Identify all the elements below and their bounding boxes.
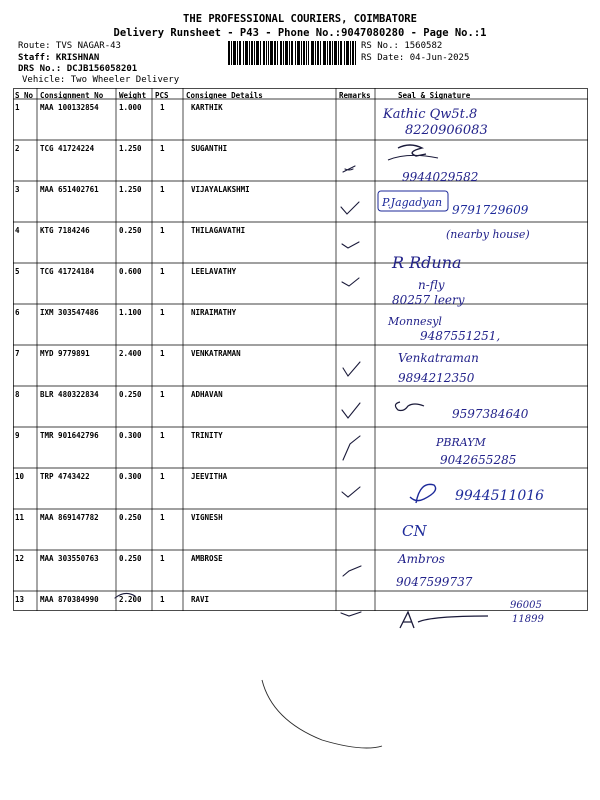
row-consignment: TRP 4743422 [40, 472, 90, 481]
column-header-consignee: Consignee Details [186, 91, 263, 100]
handwriting-r8: 9597384640 [452, 407, 529, 421]
row-pcs: 1 [160, 267, 165, 276]
row-sno: 11 [15, 513, 25, 522]
drs-number: DRS No.: DCJB156058201 [18, 64, 138, 74]
row-consignee: KARTHIK [191, 103, 223, 112]
row-consignee: THILAGAVATHI [191, 226, 246, 235]
row-consignment: MAA 651402761 [40, 185, 99, 194]
column-header-signature: Seal & Signature [398, 91, 471, 100]
handwriting-r3-a: P.Jagadyan [382, 196, 443, 209]
column-header-consignment: Consignment No [40, 91, 104, 100]
row-consignment: TCG 41724224 [40, 144, 95, 153]
row-pcs: 1 [160, 513, 165, 522]
column-header-sno: S No [15, 91, 34, 100]
row-consignee: SUGANTHI [191, 144, 228, 153]
vehicle: Vehicle: Two Wheeler Delivery [22, 75, 180, 85]
handwriting-r4: (nearby house) [446, 228, 530, 241]
row-consignee: JEEVITHA [191, 472, 228, 481]
row-sno: 12 [15, 554, 25, 563]
row-consignee: VIGNESH [191, 513, 223, 522]
handwriting-r3-b: 9791729609 [452, 203, 529, 217]
column-header-remarks: Remarks [339, 91, 371, 100]
stray-pen-stroke [262, 680, 382, 748]
row-sno: 10 [15, 472, 25, 481]
handwriting-r5-b: n-fly [418, 278, 445, 292]
route: Route: TVS NAGAR-43 [18, 41, 121, 51]
row-consignee: ADHAVAN [191, 390, 223, 399]
handwriting-r13-b: 11899 [512, 614, 544, 625]
handwriting-r1-b: 8220906083 [405, 123, 488, 138]
signature-mark [400, 612, 488, 628]
row-sno: 13 [15, 595, 25, 604]
handwriting-r6-a: Monnesyl [388, 315, 442, 328]
row-weight: 0.600 [119, 267, 142, 276]
row-consignment: TCG 41724184 [40, 267, 95, 276]
row-consignee: VENKATRAMAN [191, 349, 241, 358]
row-sno: 9 [15, 431, 20, 440]
row-weight: 0.250 [119, 513, 142, 522]
row-pcs: 1 [160, 185, 165, 194]
handwriting-r9-a: PBRAYM [436, 436, 486, 449]
handwriting-r1-a: Kathic Qw5t.8 [383, 107, 478, 122]
row-weight: 2.400 [119, 349, 142, 358]
row-pcs: 1 [160, 103, 165, 112]
row-consignment: TMR 901642796 [40, 431, 99, 440]
row-weight: 0.300 [119, 431, 142, 440]
column-header-weight: Weight [119, 91, 147, 100]
row-consignment: BLR 480322834 [40, 390, 99, 399]
handwriting-r5-a: R Rduna [392, 253, 462, 272]
row-weight: 2.200 [119, 595, 142, 604]
row-weight: 0.250 [119, 390, 142, 399]
row-pcs: 1 [160, 431, 165, 440]
row-pcs: 1 [160, 595, 165, 604]
row-consignment: MAA 303550763 [40, 554, 99, 563]
row-consignee: RAVI [191, 595, 210, 604]
row-weight: 0.300 [119, 472, 142, 481]
handwriting-r7-a: Venkatraman [398, 351, 479, 365]
handwriting-r11: CN [402, 522, 427, 540]
row-consignment: MAA 869147782 [40, 513, 99, 522]
column-header-pcs: PCS [155, 91, 169, 100]
handwriting-r12-b: 9047599737 [396, 575, 473, 589]
table-grid [13, 88, 588, 611]
row-pcs: 1 [160, 349, 165, 358]
row-consignee: VIJAYALAKSHMI [191, 185, 250, 194]
runsheet-subtitle: Delivery Runsheet - P43 - Phone No.:9047080280 - Page No.:1 [113, 27, 487, 39]
row-consignee: LEELAVATHY [191, 267, 237, 276]
handwriting-r6-b: 9487551251, [420, 329, 501, 343]
row-pcs: 1 [160, 226, 165, 235]
row-sno: 2 [15, 144, 20, 153]
row-consignment: MAA 870384990 [40, 595, 99, 604]
row-sno: 8 [15, 390, 20, 399]
row-consignee: TRINITY [191, 431, 223, 440]
row-pcs: 1 [160, 308, 165, 317]
row-weight: 0.250 [119, 226, 142, 235]
rs-number: RS No.: 1560582 [361, 41, 443, 51]
barcode [228, 41, 356, 65]
rs-date: RS Date: 04-Jun-2025 [361, 53, 470, 63]
handwriting-r5-c: 80257 leery [392, 293, 465, 307]
row-sno: 5 [15, 267, 20, 276]
handwriting-r12-a: Ambros [398, 552, 445, 566]
row-consignee: NIRAIMATHY [191, 308, 237, 317]
row-sno: 1 [15, 103, 20, 112]
company-name: THE PROFESSIONAL COURIERS, COIMBATORE [183, 13, 417, 25]
row-consignee: AMBROSE [191, 554, 223, 563]
row-sno: 6 [15, 308, 20, 317]
handwriting-r9-b: 9042655285 [440, 453, 517, 467]
row-consignment: MYD 9779891 [40, 349, 90, 358]
row-consignment: KTG 7184246 [40, 226, 90, 235]
row-sno: 3 [15, 185, 20, 194]
row-weight: 1.250 [119, 144, 142, 153]
handwriting-r13-a: 96005 [510, 600, 542, 611]
row-weight: 0.250 [119, 554, 142, 563]
row-pcs: 1 [160, 472, 165, 481]
row-consignment: IXM 303547486 [40, 308, 99, 317]
staff: Staff: KRISHNAN [18, 53, 100, 63]
row-sno: 4 [15, 226, 20, 235]
handwriting-r7-b: 9894212350 [398, 371, 475, 385]
handwriting-r2: 9944029582 [402, 170, 479, 184]
handwriting-r10: 9944511016 [455, 488, 545, 504]
row-weight: 1.000 [119, 103, 142, 112]
row-consignment: MAA 100132854 [40, 103, 99, 112]
row-weight: 1.250 [119, 185, 142, 194]
row-weight: 1.100 [119, 308, 142, 317]
row-pcs: 1 [160, 554, 165, 563]
row-pcs: 1 [160, 144, 165, 153]
row-pcs: 1 [160, 390, 165, 399]
row-sno: 7 [15, 349, 20, 358]
